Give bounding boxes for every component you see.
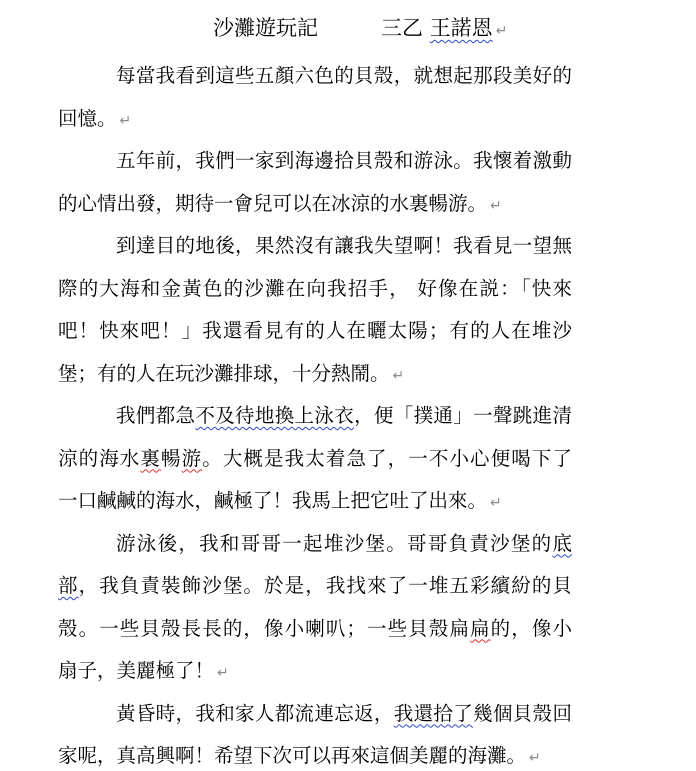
spelling-flagged-text[interactable]: 游: [181, 446, 203, 470]
paragraph-mark-icon: ↵: [495, 23, 508, 39]
spelling-flagged-text[interactable]: 裏: [140, 446, 162, 470]
text-line[interactable]: [58, 183, 572, 226]
text-run[interactable]: 吧！快來吧！」我還看見有的人在曬太陽；有的人在堆沙: [58, 319, 572, 342]
text-run[interactable]: 每當我看到這些五顏六色的貝殼，就想起那段美好的: [116, 64, 572, 87]
text-line[interactable]: [58, 523, 572, 566]
paragraph-mark-icon: ↵: [529, 750, 541, 766]
text-line[interactable]: [58, 55, 572, 98]
title-line[interactable]: [58, 8, 572, 55]
paragraph-mark-icon: ↵: [217, 665, 229, 681]
text-run[interactable]: 的心情出發，期待一會兒可以在冰涼的水裏暢游。: [58, 191, 488, 215]
text-run[interactable]: 堡；有的人在玩沙灘排球，十分熱鬧。: [58, 361, 390, 385]
text-run[interactable]: ，我負責裝飾沙堡。於是，我找來了一堆五彩繽紛的貝: [78, 574, 572, 597]
text-run[interactable]: 暢: [161, 446, 182, 470]
grammar-flagged-text[interactable]: 我還拾了: [393, 701, 474, 725]
text-run[interactable]: 殼。一些貝殼長長的，像小喇叭；一些貝殼扁: [58, 616, 471, 640]
grammar-flagged-text[interactable]: 不及待地換上泳衣: [195, 404, 355, 427]
text-run[interactable]: 的，像小: [490, 616, 572, 640]
text-line[interactable]: [58, 650, 572, 693]
paragraph-mark-icon: ↵: [392, 367, 405, 384]
spelling-flagged-text[interactable]: 扁: [470, 616, 491, 640]
text-line[interactable]: [58, 268, 572, 311]
text-run[interactable]: 一口鹹鹹的海水，鹹極了！我馬上把它吐了出來。: [58, 489, 488, 512]
text-run[interactable]: 黃昏時，我和家人都流連忘返，: [116, 701, 394, 725]
text-run[interactable]: 。大概是我太着急了，一不小心便喝下了: [202, 446, 572, 470]
text-run[interactable]: 五年前，我們一家到海邊拾貝殼和游泳。我懷着激動: [116, 149, 572, 172]
grammar-flagged-text[interactable]: 底: [552, 531, 572, 555]
text-run[interactable]: 幾個貝殼回: [473, 701, 572, 725]
text-run[interactable]: 沙灘遊玩記: [213, 16, 318, 40]
text-line[interactable]: [58, 225, 572, 268]
grammar-flagged-text[interactable]: 王諾恩: [429, 16, 493, 40]
text-line[interactable]: [58, 565, 572, 608]
text-run[interactable]: 游泳後，我和哥哥一起堆沙堡。哥哥負責沙堡的: [116, 531, 553, 555]
title-gap: [318, 34, 381, 35]
text-line[interactable]: [58, 140, 572, 183]
text-run[interactable]: 家呢，真高興啊！希望下次可以再來這個美麗的海灘。: [58, 744, 527, 767]
text-run[interactable]: 回憶。: [58, 106, 117, 130]
text-line[interactable]: [58, 98, 572, 141]
text-run[interactable]: 三乙: [381, 16, 430, 40]
text-line[interactable]: [58, 735, 572, 771]
text-run[interactable]: 到達目的地後，果然沒有讓我失望啊！我看見一望無: [116, 234, 572, 257]
text-run[interactable]: 扇子，美麗極了！: [58, 659, 215, 682]
text-line[interactable]: [58, 608, 572, 651]
text-line[interactable]: [58, 353, 572, 396]
text-line[interactable]: [58, 693, 572, 736]
text-run[interactable]: 際的大海和金黃色的沙灘在向我招手， 好像在説：「快來: [58, 276, 572, 300]
text-line[interactable]: [58, 310, 572, 353]
text-line[interactable]: [58, 480, 572, 523]
text-line[interactable]: [58, 395, 572, 438]
text-run[interactable]: 涼的海水: [58, 446, 141, 470]
text-run[interactable]: ，便「撲通」一聲跳進清: [354, 404, 572, 427]
paragraph-mark-icon: ↵: [490, 495, 502, 511]
text-run[interactable]: 我們都急: [116, 404, 196, 427]
paragraph-mark-icon: ↵: [490, 197, 502, 214]
text-line[interactable]: [58, 438, 572, 481]
grammar-flagged-text[interactable]: 部: [58, 574, 79, 597]
paragraph-mark-icon: ↵: [119, 112, 132, 129]
